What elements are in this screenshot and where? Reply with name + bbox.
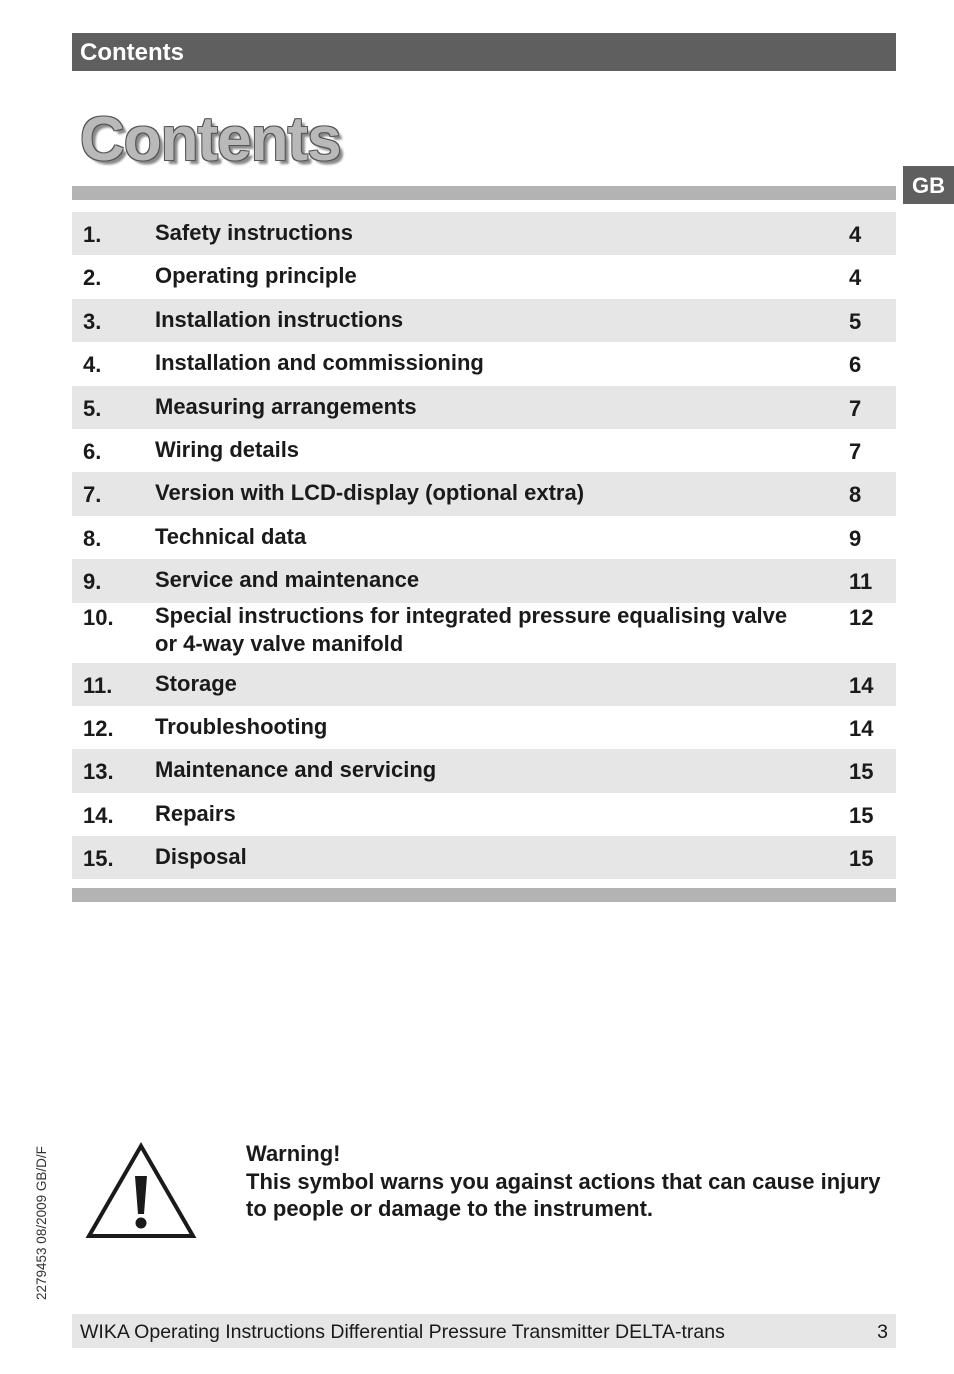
toc-title: Installation and commissioning — [155, 350, 484, 376]
toc-row[interactable] — [72, 706, 896, 749]
header-label: Contents — [80, 39, 184, 66]
toc-row[interactable] — [72, 749, 896, 792]
toc-page: 15 — [849, 846, 874, 872]
toc-title: Technical data — [155, 523, 307, 549]
warning-text — [246, 1140, 886, 1223]
toc-row[interactable] — [72, 559, 896, 602]
toc-page: 9 — [849, 525, 862, 551]
footer-text: WIKA Operating Instructions Differential Pressure Transmitter DELTA-trans — [80, 1321, 725, 1343]
toc-number: 9. — [83, 569, 102, 595]
toc-number: 10. — [83, 604, 114, 630]
toc-title: Service and maintenance — [155, 567, 420, 593]
page-title: Contents — [80, 105, 341, 174]
toc-title: Safety instructions — [155, 220, 354, 245]
toc-page: 11 — [849, 569, 873, 595]
table-of-contents — [72, 212, 896, 879]
toc-title: Maintenance and servicing — [155, 757, 437, 783]
toc-number: 7. — [83, 482, 102, 508]
header-bar — [72, 33, 896, 71]
toc-title: Repairs — [155, 800, 236, 826]
toc-title: Troubleshooting — [155, 713, 328, 739]
toc-page: 7 — [849, 395, 862, 421]
footer — [72, 1314, 896, 1348]
toc-page: 8 — [849, 482, 862, 508]
toc-page: 7 — [849, 438, 862, 464]
toc-title: Installation instructions — [155, 306, 404, 332]
toc-title: Wiring details — [155, 436, 300, 462]
toc-row[interactable] — [72, 663, 896, 706]
warning-body: This symbol warns you against actions that can cause injury to people or damage to the instrument. — [246, 1168, 881, 1221]
toc-title: Storage — [155, 670, 237, 696]
toc-row[interactable] — [72, 793, 896, 836]
toc-number: 8. — [83, 525, 102, 551]
toc-page: 12 — [849, 604, 874, 630]
document-code: 2279453 08/2009 GB/D/F — [34, 1146, 49, 1300]
warning-heading: Warning! — [246, 1141, 341, 1166]
language-tab: GB — [903, 166, 954, 204]
toc-row[interactable] — [72, 255, 896, 298]
warning-triangle-icon — [85, 1140, 197, 1240]
divider-bottom — [72, 888, 896, 902]
toc-row[interactable] — [72, 516, 896, 559]
divider-top — [72, 186, 896, 200]
toc-row[interactable] — [72, 212, 896, 255]
toc-page: 4 — [849, 265, 862, 291]
toc-number: 3. — [83, 308, 102, 334]
toc-title: Measuring arrangements — [155, 393, 417, 419]
toc-number: 14. — [83, 802, 114, 828]
toc-page: 15 — [849, 759, 874, 785]
toc-row[interactable] — [72, 429, 896, 472]
toc-row[interactable] — [72, 299, 896, 342]
toc-number: 6. — [83, 438, 102, 464]
toc-page: 15 — [849, 802, 874, 828]
toc-page: 14 — [849, 672, 874, 698]
page-number: 3 — [877, 1321, 888, 1343]
toc-row[interactable] — [72, 342, 896, 385]
toc-page: 14 — [849, 715, 874, 741]
toc-number: 15. — [83, 846, 114, 872]
toc-row[interactable] — [72, 836, 896, 879]
toc-number: 5. — [83, 395, 102, 421]
toc-number: 13. — [83, 759, 114, 785]
toc-number: 4. — [83, 352, 102, 378]
toc-title: Operating principle — [155, 263, 357, 289]
toc-row[interactable] — [72, 386, 896, 429]
toc-page: 6 — [849, 352, 862, 378]
toc-number: 11. — [83, 672, 113, 698]
toc-page: 4 — [849, 222, 862, 247]
toc-number: 12. — [83, 715, 114, 741]
toc-row[interactable] — [72, 603, 896, 663]
toc-title: Version with LCD-display (optional extra) — [155, 480, 585, 506]
toc-row[interactable] — [72, 472, 896, 515]
toc-title: Special instructions for integrated pressure equalising valve or 4-way valve manifold — [155, 602, 788, 656]
toc-number: 2. — [83, 265, 102, 291]
toc-page: 5 — [849, 308, 862, 334]
toc-title: Disposal — [155, 844, 247, 870]
toc-number: 1. — [83, 222, 102, 247]
